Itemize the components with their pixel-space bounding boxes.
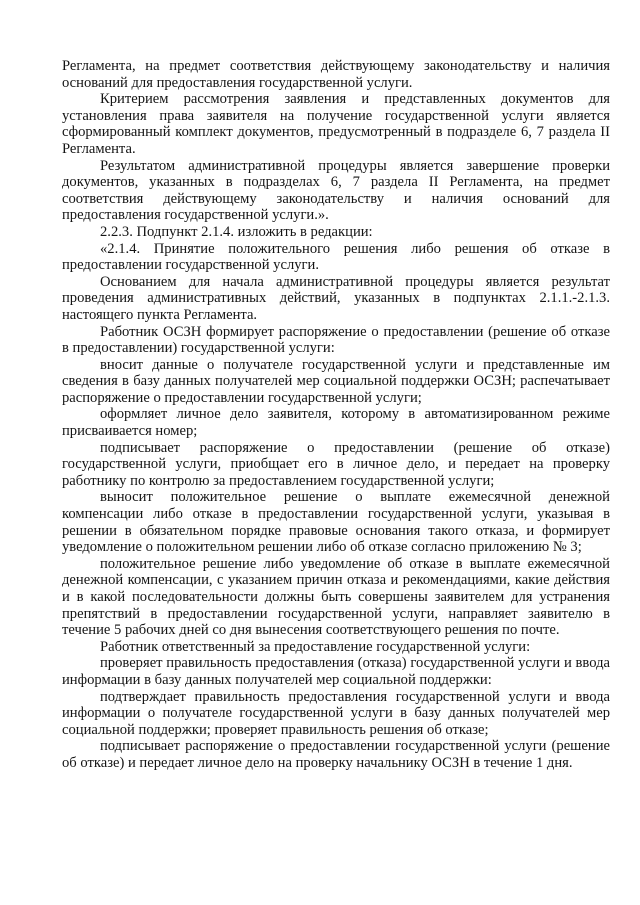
paragraph: подписывает распоряжение о предоставлении государственной услуги (решение об отказе) и передает личное дело на проверку начальнику ОСЗН в течение 1 дня. <box>62 738 610 771</box>
paragraph: проверяет правильность предоставления (отказа) государственной услуги и ввода информации в базу данных получателей мер социальной поддержки: <box>62 655 610 688</box>
paragraph: положительное решение либо уведомление об отказе в выплате ежемесячной денежной компенсации, с указанием причин отказа и рекомендациями, какие действия и в какой последовательности должны быть совершены заявителем для устранения препятствий в предоставлении государственной услуги, направляет заявителю в течение 5 рабочих дней со дня вынесения соответствующего решения по почте. <box>62 555 610 639</box>
paragraph: вносит данные о получателе государственной услуги и представленные им сведения в базу данных получателей мер социальной поддержки ОСЗН; распечатывает распоряжение о предоставлении государственной услуги; <box>62 356 610 406</box>
paragraph: подтверждает правильность предоставления государственной услуги и ввода информации о получателе государственной услуги в базу данных получателей мер социальной поддержки; проверяет правильность решения об отказе; <box>62 688 610 738</box>
paragraph: подписывает распоряжение о предоставлении (решение об отказе) государственной услуги, приобщает его в личное дело, и передает на проверку работнику по контролю за предоставлением государственной услуги; <box>62 439 610 489</box>
paragraph: Основанием для начала административной процедуры является результат проведения административных действий, указанных в подпунктах 2.1.1.-2.1.3. настоящего пункта Регламента. <box>62 273 610 323</box>
paragraph-continuation: Регламента, на предмет соответствия действующему законодательству и наличия оснований для предоставления государственной услуги. <box>62 58 610 91</box>
paragraph: выносит положительное решение о выплате ежемесячной денежной компенсации либо отказе в предоставлении государственной услуги, указывая в решении в обязательном порядке правовые основания такого отказа, и формирует уведомление о положительном решении либо об отказе согласно приложению № 3; <box>62 489 610 556</box>
paragraph: Критерием рассмотрения заявления и представленных документов для установления права заявителя на получение государственной услуги является сформированный комплект документов, предусмотренный в подразделе 6, 7 раздела II Регламента. <box>62 91 610 157</box>
paragraph: 2.2.3. Подпункт 2.1.4. изложить в редакции: <box>100 223 373 240</box>
paragraph: Результатом административной процедуры является завершение проверки документов, указанных в подразделах 6, 7 раздела II Регламента, на предмет соответствия действующему законодательству и наличия оснований для предоставления государственной услуги.». <box>62 157 610 224</box>
document-page <box>62 58 610 772</box>
paragraph: оформляет личное дело заявителя, которому в автоматизированном режиме присваивается номер; <box>62 406 610 440</box>
paragraph: Работник ответственный за предоставление государственной услуги: <box>100 638 531 655</box>
paragraph: «2.1.4. Принятие положительного решения либо решения об отказе в предоставлении государственной услуги. <box>62 240 610 274</box>
paragraph: Работник ОСЗН формирует распоряжение о предоставлении (решение об отказе в предоставлении) государственной услуги: <box>62 323 610 357</box>
